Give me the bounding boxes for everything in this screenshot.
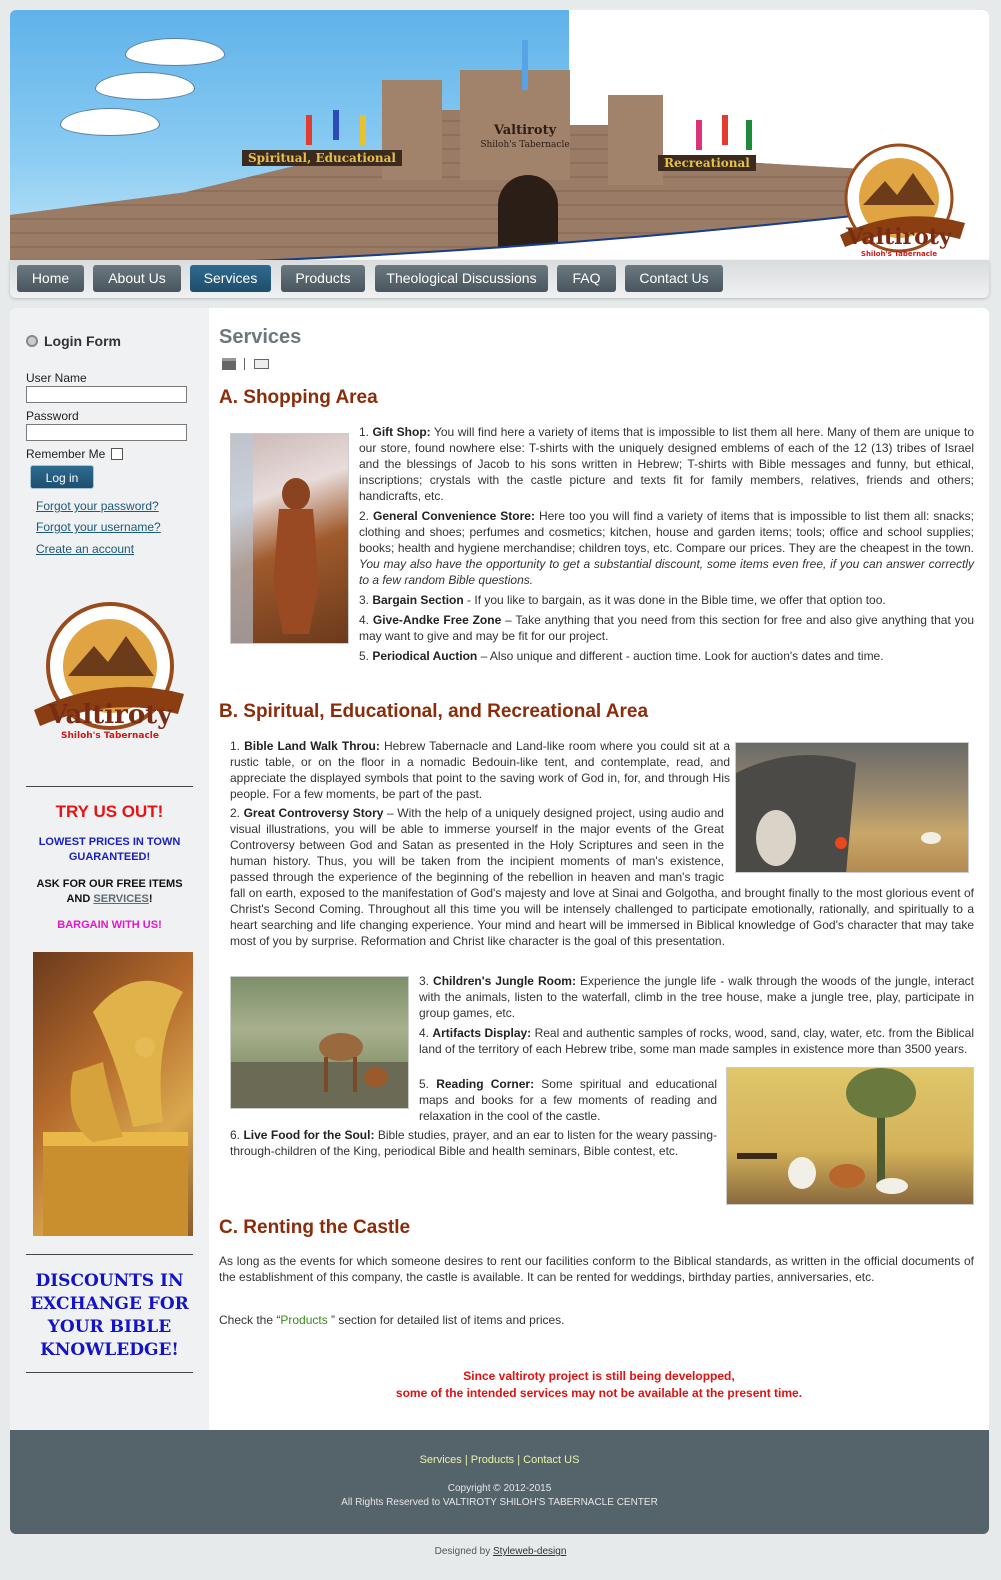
sidebar-divider (26, 786, 193, 787)
castle-name: Valtiroty (493, 123, 557, 138)
remember-me-label: Remember Me (26, 447, 106, 461)
remember-me-checkbox[interactable] (111, 448, 123, 460)
castle-tower (608, 95, 663, 185)
flag-icon (522, 40, 528, 90)
jungle-room-photo (230, 976, 409, 1109)
valtiroty-logo (835, 143, 970, 260)
ark-of-covenant-image (33, 952, 193, 1236)
banner-sign-left: Spiritual, Educational (242, 150, 402, 166)
valtiroty-sidebar-logo (32, 598, 187, 753)
bargain-with-us: BARGAIN WITH US! (57, 919, 162, 931)
password-input[interactable] (26, 424, 187, 441)
flag-icon (696, 120, 702, 150)
main-frame (10, 308, 989, 1430)
create-account-link[interactable]: Create an account (36, 542, 135, 556)
forgot-password-link[interactable]: Forgot your password? (36, 499, 159, 513)
spiritual-item-5: 5. Reading Corner: Some spiritual and educational maps and books for a few moments of reading and relaxation in the cool of the castle. (419, 1077, 717, 1123)
shop-item: 4. Give-Andke Free Zone – Take anything that you need from this section for free and also give anything that you may want to give and may be fit for our project. (359, 613, 974, 643)
discounts-text: DISCOUNTS IN EXCHANGE FOR YOUR BIBLE KNOWLEDGE! (30, 1271, 189, 1360)
renting-text: As long as the events for which someone desires to rent our facilities conform to the Biblical standards, as written in the official documents of the establishment of this company, the castle is available. It can be rented for weddings, birthday parties, anniversaries, etc. (219, 1254, 974, 1284)
header-banner (10, 10, 989, 260)
services-link[interactable]: SERVICES (93, 893, 149, 905)
tools-divider (244, 358, 245, 370)
designer-link[interactable]: Styleweb-design (493, 1546, 567, 1557)
footer (10, 1430, 989, 1534)
shop-item: 3. Bargain Section - If you like to bargain, as it was done in the Bible time, we offer that option too. (359, 593, 886, 607)
nav-contact-us[interactable]: Contact Us (625, 265, 723, 292)
flag-icon (360, 115, 366, 145)
sidebar-logo-name: Valtiroty (47, 700, 173, 730)
dove-icon (95, 72, 195, 100)
gift-shop-photo (230, 433, 349, 644)
section-a-title: A. Shopping Area (219, 387, 378, 408)
development-warning-1: Since valtiroty project is still being developped, (463, 1369, 735, 1383)
jungle-room-illustration (231, 977, 409, 1109)
nav-faq[interactable]: FAQ (557, 265, 616, 292)
flag-icon (722, 115, 728, 145)
login-button[interactable]: Log in (30, 465, 94, 489)
bullet-icon (26, 335, 38, 347)
logo-name: Valtiroty (846, 224, 952, 250)
login-form-title: Login Form (26, 333, 121, 349)
sidebar-divider (26, 1372, 193, 1373)
nav-theological-discussions[interactable]: Theological Discussions (375, 265, 548, 292)
main-content (219, 308, 979, 1430)
sidebar-logo-subtitle: Shiloh's Tabernacle (61, 731, 159, 741)
flag-icon (306, 115, 312, 145)
shopping-list (359, 424, 974, 668)
spiritual-item-2: 2. Great Controversy Story – With the help of a uniquely designed project, using audio and visual illustrations, you will be able to immerse yourself in the major events of the Great Controversy between God and Satan as presented in the Holy Scriptures and seen in the human history. Thus, you will be taken from the incipient moments of man's existence, passed through the experience of the beginning of the rebellion in heaven and man's tragic fall on earth, exposed to the manifestation of God's majesty and love at Sinai and Golgotha, and brought finally to the most glorious event of Christ's Second Coming. Throughout all this time you will be intensely challenged to participate emotionally, rationally, and spiritually to a heart searching and life changing experience. Your mind and heart will be immersed in Biblical knowledge of God's character that may take most of you by surprise. Reformation and Christ like character is the goal of this presentation. (230, 806, 974, 948)
castle-subtitle: Shiloh's Tabernacle (480, 140, 570, 150)
products-link[interactable]: Products (280, 1313, 328, 1327)
angel-statue-illustration (33, 952, 193, 1236)
lowest-prices: LOWEST PRICES IN TOWN GUARANTEED! (38, 836, 181, 863)
gift-shop-illustration (231, 434, 349, 644)
flag-icon (746, 120, 752, 150)
reading-corner-illustration (727, 1068, 974, 1205)
section-c-title: C. Renting the Castle (219, 1217, 411, 1238)
shop-item: 2. General Convenience Store: Here too you will find a variety of items that is impossible to list them all: snacks; clothing and shoes; perfumes and cosmetics; kitchen, house and garden items; tools; office and school supplies; books; health and hygiene merchandise; children toys, etc. Compare our prices. They are the cheapest in the town. You may also have the opportunity to get a substantial discount, some items even free, if you can answer correctly to a few random Bible questions. (359, 509, 975, 587)
sidebar-divider (26, 1254, 193, 1255)
email-icon[interactable] (254, 359, 269, 369)
footer-link-services[interactable]: Services (419, 1454, 462, 1466)
spiritual-item-6: 6. Live Food for the Soul: Bible studies, prayer, and an ear to listen for the weary passing-through-children of the King, periodical Bible and health seminars, Bible contest, etc. (230, 1128, 717, 1158)
designed-by: Designed by Styleweb-design (434, 1546, 567, 1557)
nav-home[interactable]: Home (17, 265, 84, 292)
nav-products[interactable]: Products (281, 265, 365, 292)
check-products-text: Check the “Products ” section for detailed list of items and prices. (219, 1313, 565, 1327)
try-us-out: TRY US OUT! (55, 802, 164, 821)
article-tools (222, 356, 269, 370)
logo-subtitle: Shiloh's Tabernacle (860, 250, 938, 258)
dove-icon (125, 38, 225, 66)
spiritual-items-3-4: 3. Children's Jungle Room: Experience the jungle life - walk through the woods of the jungle, interact with the animals, listen to the waterfall, climb in the tree house, make a jungle tree, play, participate in group games, etc. 4. Artifacts Display: Real and authentic samples of rocks, wood, sand, clay, water, etc. from the Biblical land of the territory of each Hebrew tribe, some man made samples in existence more than 3500 years. (419, 974, 974, 1056)
shop-item: 1. Gift Shop: You will find here a variety of items that is impossible to list them all here. Many of them are unique to our store, found nowhere else: T-shirts with the uniquely designed emblems of each of the 12 (13) tribes of Israel and the blessings of Jacob to his sons written in Hebrew; T-shirts with Bible messages and funny, but ethical, inscriptions; crystals with the castle picture and texts fit for family members, relatives, friends and others; handicrafts, etc. (359, 425, 974, 503)
username-input[interactable] (26, 386, 187, 403)
flag-icon (333, 110, 339, 140)
footer-links: Services | Products | Contact US (419, 1454, 580, 1466)
section-b-title: B. Spiritual, Educational, and Recreational Area (219, 701, 649, 722)
dove-icon (60, 108, 160, 136)
banner-sign-right: Recreational (658, 155, 756, 171)
page-title: Services (219, 326, 302, 348)
main-nav (10, 260, 989, 298)
nav-about-us[interactable]: About Us (93, 265, 181, 292)
shop-item: 5. Periodical Auction – Also unique and different - auction time. Look for auction's dates and time. (359, 649, 884, 663)
nav-services[interactable]: Services (190, 265, 271, 292)
development-warning-2: some of the intended services may not be available at the present time. (395, 1386, 803, 1400)
ask-free-items: ASK FOR OUR FREE ITEMS AND SERVICES! (36, 878, 183, 905)
reading-corner-photo (726, 1067, 974, 1205)
footer-copyright: Copyright © 2012-2015 All Rights Reserved to VALTIROTY SHILOH'S TABERNACLE CENTER (341, 1483, 658, 1508)
forgot-username-link[interactable]: Forgot your username? (36, 520, 161, 534)
spiritual-item-1: 1. Bible Land Walk Throu: Hebrew Tabernacle and Land-like room where you could sit at a rustic table, or on the floor in a nomadic Bedouin-like tent, and contemplate, read, and appreciate the displayed symbols that point to the saving work of God in, for, and through His people. For a few moments, be part of the past. (230, 739, 730, 801)
username-label: User Name (26, 371, 87, 385)
print-icon[interactable] (222, 358, 236, 370)
password-label: Password (26, 409, 79, 423)
footer-link-products[interactable]: Products (470, 1454, 515, 1466)
footer-link-contact[interactable]: Contact US (523, 1454, 580, 1466)
float-spacer (724, 805, 974, 873)
sidebar (10, 308, 209, 1430)
